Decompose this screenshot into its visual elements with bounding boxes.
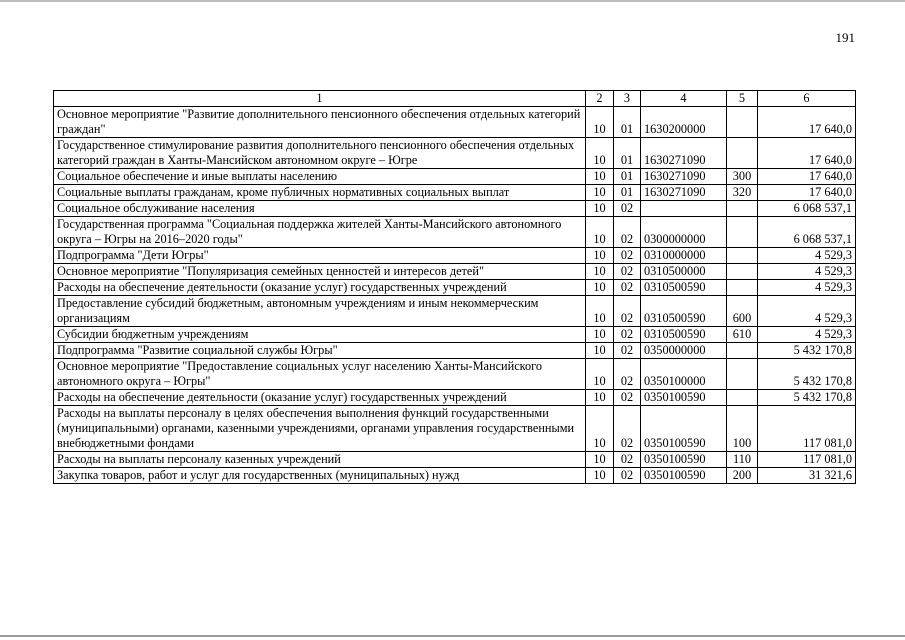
amount-cell: 4 529,3	[758, 327, 856, 343]
expense-name-cell: Расходы на обеспечение деятельности (оказание услуг) государственных учреждений	[54, 280, 586, 296]
table-row	[54, 201, 856, 217]
subsection-cell: 02	[614, 468, 641, 484]
expense-name-cell: Государственное стимулирование развития дополнительного пенсионного обеспечения отдельных категорий граждан в Ханты-Мансийском автономном округе – Югре	[54, 138, 586, 169]
expense-name-cell: Социальное обслуживание населения	[54, 201, 586, 217]
expense-name-cell: Государственная программа "Социальная поддержка жителей Ханты-Мансийского автономного округа – Югры на 2016–2020 годы"	[54, 217, 586, 248]
section-cell: 10	[586, 296, 614, 327]
page-bottom-edge	[0, 635, 905, 637]
amount-cell: 4 529,3	[758, 296, 856, 327]
expense-name-cell: Социальные выплаты гражданам, кроме публичных нормативных социальных выплат	[54, 185, 586, 201]
table-row	[54, 107, 856, 138]
section-cell: 10	[586, 359, 614, 390]
expense-type-cell	[727, 217, 758, 248]
table-row	[54, 296, 856, 327]
expense-name-cell: Субсидии бюджетным учреждениям	[54, 327, 586, 343]
expense-type-cell: 100	[727, 406, 758, 452]
expense-name-cell: Подпрограмма "Дети Югры"	[54, 248, 586, 264]
table-row	[54, 452, 856, 468]
column-number-header-row	[54, 91, 856, 107]
section-cell: 10	[586, 390, 614, 406]
expense-type-cell	[727, 138, 758, 169]
column-header-3: 3	[614, 91, 641, 107]
section-cell: 10	[586, 248, 614, 264]
expense-name-cell: Закупка товаров, работ и услуг для государственных (муниципальных) нужд	[54, 468, 586, 484]
subsection-cell: 02	[614, 359, 641, 390]
target-article-cell: 1630271090	[641, 185, 727, 201]
subsection-cell: 02	[614, 248, 641, 264]
expense-type-cell: 600	[727, 296, 758, 327]
amount-cell: 6 068 537,1	[758, 201, 856, 217]
section-cell: 10	[586, 452, 614, 468]
expense-name-cell: Социальное обеспечение и иные выплаты населению	[54, 169, 586, 185]
target-article-cell: 0310500590	[641, 296, 727, 327]
table-row	[54, 343, 856, 359]
expense-type-cell	[727, 343, 758, 359]
section-cell: 10	[586, 406, 614, 452]
section-cell: 10	[586, 185, 614, 201]
subsection-cell: 02	[614, 406, 641, 452]
table-body	[54, 107, 856, 484]
column-header-6: 6	[758, 91, 856, 107]
section-cell: 10	[586, 468, 614, 484]
column-header-5: 5	[727, 91, 758, 107]
subsection-cell: 01	[614, 138, 641, 169]
target-article-cell: 0310000000	[641, 248, 727, 264]
target-article-cell: 1630200000	[641, 107, 727, 138]
expense-type-cell: 610	[727, 327, 758, 343]
expense-type-cell	[727, 264, 758, 280]
subsection-cell: 01	[614, 185, 641, 201]
expense-name-cell: Основное мероприятие "Популяризация семейных ценностей и интересов детей"	[54, 264, 586, 280]
expense-type-cell: 300	[727, 169, 758, 185]
expense-type-cell	[727, 248, 758, 264]
section-cell: 10	[586, 280, 614, 296]
expense-name-cell: Расходы на выплаты персоналу казенных учреждений	[54, 452, 586, 468]
section-cell: 10	[586, 327, 614, 343]
subsection-cell: 02	[614, 201, 641, 217]
amount-cell: 4 529,3	[758, 248, 856, 264]
amount-cell: 17 640,0	[758, 185, 856, 201]
amount-cell: 17 640,0	[758, 169, 856, 185]
subsection-cell: 02	[614, 280, 641, 296]
table-row	[54, 217, 856, 248]
section-cell: 10	[586, 217, 614, 248]
table-row	[54, 138, 856, 169]
section-cell: 10	[586, 138, 614, 169]
target-article-cell: 0350000000	[641, 343, 727, 359]
target-article-cell: 1630271090	[641, 169, 727, 185]
expense-type-cell	[727, 107, 758, 138]
table-row	[54, 280, 856, 296]
target-article-cell: 0350100590	[641, 468, 727, 484]
subsection-cell: 02	[614, 452, 641, 468]
amount-cell: 5 432 170,8	[758, 390, 856, 406]
budget-table	[53, 90, 856, 484]
expense-name-cell: Подпрограмма "Развитие социальной службы Югры"	[54, 343, 586, 359]
amount-cell: 117 081,0	[758, 452, 856, 468]
target-article-cell: 0350100590	[641, 452, 727, 468]
table-row	[54, 359, 856, 390]
amount-cell: 117 081,0	[758, 406, 856, 452]
table-row	[54, 169, 856, 185]
target-article-cell: 0350100590	[641, 390, 727, 406]
subsection-cell: 02	[614, 327, 641, 343]
section-cell: 10	[586, 264, 614, 280]
target-article-cell: 0310500590	[641, 280, 727, 296]
column-header-1: 1	[54, 91, 586, 107]
expense-type-cell: 320	[727, 185, 758, 201]
subsection-cell: 02	[614, 217, 641, 248]
expense-name-cell: Расходы на выплаты персоналу в целях обеспечения выполнения функций государственными (муниципальными) органами, казенными учреждениями, органами управления государственными внебюджетными фондами	[54, 406, 586, 452]
target-article-cell: 0350100000	[641, 359, 727, 390]
expense-type-cell: 200	[727, 468, 758, 484]
expense-type-cell	[727, 359, 758, 390]
amount-cell: 31 321,6	[758, 468, 856, 484]
amount-cell: 4 529,3	[758, 280, 856, 296]
amount-cell: 5 432 170,8	[758, 359, 856, 390]
table-row	[54, 390, 856, 406]
subsection-cell: 02	[614, 264, 641, 280]
table-row	[54, 327, 856, 343]
expense-name-cell: Основное мероприятие "Предоставление социальных услуг населению Ханты-Мансийского автономного округа – Югры"	[54, 359, 586, 390]
table-row	[54, 264, 856, 280]
target-article-cell	[641, 201, 727, 217]
subsection-cell: 01	[614, 169, 641, 185]
column-header-2: 2	[586, 91, 614, 107]
section-cell: 10	[586, 201, 614, 217]
page-top-edge	[0, 0, 905, 2]
subsection-cell: 01	[614, 107, 641, 138]
target-article-cell: 0300000000	[641, 217, 727, 248]
amount-cell: 17 640,0	[758, 138, 856, 169]
column-header-4: 4	[641, 91, 727, 107]
subsection-cell: 02	[614, 390, 641, 406]
expense-name-cell: Предоставление субсидий бюджетным, автономным учреждениям и иным некоммерческим организациям	[54, 296, 586, 327]
subsection-cell: 02	[614, 296, 641, 327]
section-cell: 10	[586, 343, 614, 359]
table-row	[54, 406, 856, 452]
page-number: 191	[835, 30, 855, 45]
amount-cell: 5 432 170,8	[758, 343, 856, 359]
amount-cell: 6 068 537,1	[758, 217, 856, 248]
target-article-cell: 0310500000	[641, 264, 727, 280]
section-cell: 10	[586, 107, 614, 138]
target-article-cell: 1630271090	[641, 138, 727, 169]
amount-cell: 17 640,0	[758, 107, 856, 138]
expense-name-cell: Основное мероприятие "Развитие дополнительного пенсионного обеспечения отдельных категорий граждан"	[54, 107, 586, 138]
expense-type-cell	[727, 201, 758, 217]
amount-cell: 4 529,3	[758, 264, 856, 280]
target-article-cell: 0310500590	[641, 327, 727, 343]
table-row	[54, 248, 856, 264]
expense-type-cell: 110	[727, 452, 758, 468]
target-article-cell: 0350100590	[641, 406, 727, 452]
expense-type-cell	[727, 280, 758, 296]
table-row	[54, 185, 856, 201]
expense-name-cell: Расходы на обеспечение деятельности (оказание услуг) государственных учреждений	[54, 390, 586, 406]
subsection-cell: 02	[614, 343, 641, 359]
table-row	[54, 468, 856, 484]
section-cell: 10	[586, 169, 614, 185]
expense-type-cell	[727, 390, 758, 406]
